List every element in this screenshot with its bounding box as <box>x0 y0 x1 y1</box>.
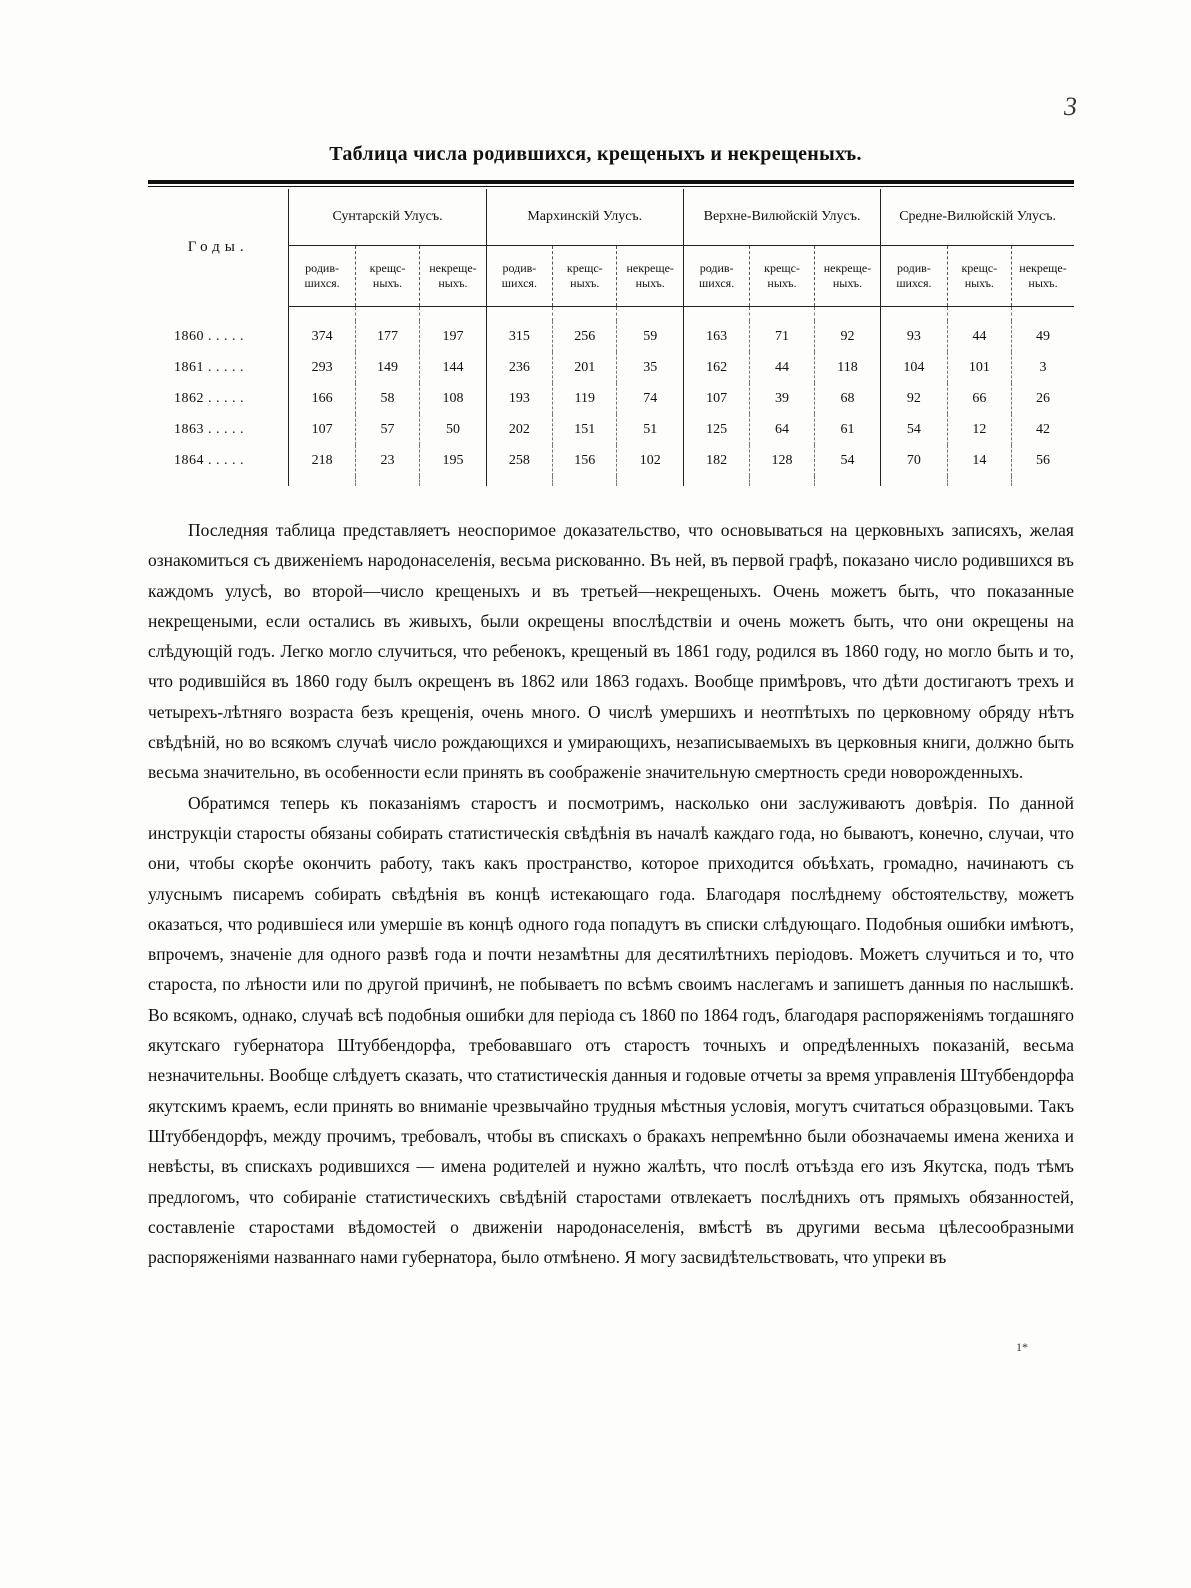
subheader-line: шихся. <box>501 276 537 290</box>
value-cell: 128 <box>750 445 814 476</box>
table-title: Таблица числа родившихся, крещеныхъ и некрещеныхъ. <box>329 143 862 165</box>
value-cell: 49 <box>1012 321 1074 352</box>
paragraph: Последняя таблица представляетъ неоспоримое доказательство, что основываться на церковныхъ записяхъ, желая ознакомиться съ движеніемъ народонаселенія, весьма рискованно. Въ ней, въ первой графѣ, показано число родившихся въ каждомъ улусѣ, во второй—число крещеныхъ и въ третьей—некрещеныхъ. Очень можетъ быть, что показанные некрещеными, если остались въ живыхъ, были окрещены впослѣдствіи и очень можетъ быть, что они окрещены на слѣдующій годъ. Легко могло случиться, что ребенокъ, крещеный въ 1861 году, родился въ 1860 году, но могло быть и то, что родившійся въ 1860 году былъ окрещенъ въ 1862 или 1863 годахъ. Вообще примѣровъ, что дѣти достигаютъ трехъ и четырехъ-лѣтняго возраста безъ крещенія, очень много. О числѣ умершихъ и неотпѣтыхъ по церковному обряду нѣтъ свѣдѣній, но во всякомъ случаѣ число рождающихся и умирающихъ, незаписываемыхъ въ церковныя книги, должно быть весьма значительно, въ особенности если принять въ соображеніе значительную смертность среди новорожденныхъ. <box>148 520 1074 783</box>
value-cell: 315 <box>486 321 552 352</box>
value-cell: 3 <box>1012 352 1074 383</box>
value-cell: 193 <box>486 383 552 414</box>
value-cell: 202 <box>486 414 552 445</box>
end-row <box>148 476 1074 486</box>
spacer-cell <box>486 307 552 322</box>
spacer-cell <box>947 307 1011 322</box>
table-top-rule <box>148 180 1074 184</box>
spacer-cell <box>1012 307 1074 322</box>
subheader-line: шихся. <box>699 276 735 290</box>
value-cell: 50 <box>420 414 486 445</box>
value-cell: 71 <box>750 321 814 352</box>
body-text <box>148 515 1074 1272</box>
spacer-row <box>148 307 1074 322</box>
column-subheader <box>355 246 419 307</box>
value-cell: 54 <box>881 414 947 445</box>
table-body <box>148 307 1074 487</box>
value-cell: 26 <box>1012 383 1074 414</box>
column-subheader <box>750 246 814 307</box>
column-subheader <box>289 246 355 307</box>
subheader-line: некреще- <box>823 261 872 275</box>
spacer-cell <box>750 476 814 486</box>
spacer-cell <box>420 476 486 486</box>
value-cell: 56 <box>1012 445 1074 476</box>
spacer-cell <box>947 476 1011 486</box>
subheader-line: крещс- <box>961 261 998 275</box>
value-cell: 107 <box>683 383 749 414</box>
value-cell: 197 <box>420 321 486 352</box>
table-row <box>148 321 1074 352</box>
year-cell: 1863 . . . . . <box>174 421 244 437</box>
value-cell: 118 <box>814 352 880 383</box>
value-cell: 58 <box>355 383 419 414</box>
value-cell: 374 <box>289 321 355 352</box>
year-cell: 1864 . . . . . <box>174 452 244 468</box>
year-cell: 1860 . . . . . <box>174 328 244 344</box>
subheader-line: ныхъ. <box>635 276 665 290</box>
subheader-line: крещс- <box>566 261 603 275</box>
value-cell: 14 <box>947 445 1011 476</box>
table-row <box>148 383 1074 414</box>
value-cell: 68 <box>814 383 880 414</box>
spacer-cell <box>1012 476 1074 486</box>
column-subheader <box>683 246 749 307</box>
value-cell: 293 <box>289 352 355 383</box>
value-cell: 107 <box>289 414 355 445</box>
spacer-cell <box>683 476 749 486</box>
subheader-line: некреще- <box>626 261 674 275</box>
column-subheader <box>553 246 617 307</box>
signature-mark: 1* <box>1016 1340 1028 1354</box>
value-cell: 44 <box>947 321 1011 352</box>
spacer-cell <box>148 307 289 322</box>
value-cell: 61 <box>814 414 880 445</box>
year-cell: 1861 . . . . . <box>174 359 244 375</box>
spacer-cell <box>881 476 947 486</box>
value-cell: 93 <box>881 321 947 352</box>
value-cell: 35 <box>617 352 683 383</box>
value-cell: 92 <box>881 383 947 414</box>
spacer-cell <box>683 307 749 322</box>
value-cell: 101 <box>947 352 1011 383</box>
value-cell: 201 <box>553 352 617 383</box>
value-cell: 42 <box>1012 414 1074 445</box>
ulus-header: Средне-Вилюйскій Улусъ. <box>881 189 1074 246</box>
value-cell: 74 <box>617 383 683 414</box>
value-cell: 54 <box>814 445 880 476</box>
value-cell: 182 <box>683 445 749 476</box>
spacer-cell <box>420 307 486 322</box>
ulus-header: Сунтарскій Улусъ. <box>289 189 486 246</box>
subheader-line: родив- <box>305 261 340 275</box>
spacer-cell <box>814 307 880 322</box>
value-cell: 125 <box>683 414 749 445</box>
subheader-line: родив- <box>502 261 537 275</box>
subheader-line: некреще- <box>1019 261 1067 275</box>
column-subheader <box>617 246 683 307</box>
column-subheader <box>947 246 1011 307</box>
table-row <box>148 445 1074 476</box>
births-table <box>148 189 1074 486</box>
subheader-line: ныхъ. <box>570 276 600 290</box>
value-cell: 39 <box>750 383 814 414</box>
spacer-cell <box>814 476 880 486</box>
spacer-cell <box>553 476 617 486</box>
table-row <box>148 414 1074 445</box>
ulus-header: Мархинскій Улусъ. <box>486 189 683 246</box>
value-cell: 92 <box>814 321 880 352</box>
column-subheader <box>814 246 880 307</box>
value-cell: 119 <box>553 383 617 414</box>
spacer-cell <box>355 307 419 322</box>
value-cell: 258 <box>486 445 552 476</box>
value-cell: 151 <box>553 414 617 445</box>
spacer-cell <box>881 307 947 322</box>
subheader-line: шихся. <box>304 276 340 290</box>
table-top-rule-thin <box>148 186 1074 187</box>
spacer-cell <box>289 476 355 486</box>
value-cell: 102 <box>617 445 683 476</box>
spacer-cell <box>750 307 814 322</box>
value-cell: 144 <box>420 352 486 383</box>
spacer-cell <box>617 307 683 322</box>
subheader-line: некреще- <box>429 261 477 275</box>
ulus-header: Верхне-Вилюйскій Улусъ. <box>683 189 880 246</box>
subheader-line: шихся. <box>896 276 932 290</box>
subheader-line: ныхъ. <box>438 276 468 290</box>
subheader-line: крещс- <box>369 261 406 275</box>
subheader-line: ныхъ. <box>832 276 863 290</box>
subheader-line: родив- <box>699 261 734 275</box>
value-cell: 163 <box>683 321 749 352</box>
page-number: 3 <box>1064 92 1077 121</box>
spacer-cell <box>553 307 617 322</box>
value-cell: 44 <box>750 352 814 383</box>
subheader-line: ныхъ. <box>767 276 797 290</box>
column-subheader <box>881 246 947 307</box>
value-cell: 218 <box>289 445 355 476</box>
value-cell: 156 <box>553 445 617 476</box>
value-cell: 59 <box>617 321 683 352</box>
subheader-line: ныхъ. <box>964 276 994 290</box>
subheader-line: родив- <box>896 261 931 275</box>
year-cell: 1862 . . . . . <box>174 390 244 406</box>
value-cell: 66 <box>947 383 1011 414</box>
spacer-cell <box>355 476 419 486</box>
spacer-cell <box>486 476 552 486</box>
spacer-cell <box>617 476 683 486</box>
value-cell: 64 <box>750 414 814 445</box>
column-subheader <box>1012 246 1074 307</box>
value-cell: 51 <box>617 414 683 445</box>
value-cell: 166 <box>289 383 355 414</box>
column-subheader <box>486 246 552 307</box>
value-cell: 177 <box>355 321 419 352</box>
value-cell: 70 <box>881 445 947 476</box>
value-cell: 23 <box>355 445 419 476</box>
spacer-cell <box>289 307 355 322</box>
paragraph: Обратимся теперь къ показаніямъ старостъ и посмотримъ, насколько они заслуживаютъ довѣрія. По данной инструкціи старосты обязаны собирать статистическія свѣдѣнія въ началѣ каждаго года, но бываютъ, конечно, случаи, что они, чтобы скорѣе окончить работу, такъ какъ пространство, которое приходится объѣхать, громадно, начинаютъ съ улуснымъ писаремъ собирать свѣдѣнія въ концѣ истекающаго года. Благодаря послѣднему обстоятельству, можетъ оказаться, что родившіеся или умершіе въ концѣ одного года попадутъ въ списки слѣдующаго. Подобныя ошибки имѣютъ, впрочемъ, значеніе для одного развѣ года и почти незамѣтны для десятилѣтнихъ періодовъ. Можетъ случиться и то, что староста, по лѣности или по другой причинѣ, не побываетъ по всѣмъ своимъ наслегамъ и запишетъ данныя по наслышкѣ. Во всякомъ, однако, случаѣ всѣ подобныя ошибки для періода съ 1860 по 1864 годъ, благодаря распоряженіямъ тогдашняго якутскаго губернатора Штуббендорфа, требовавшаго отъ старостъ точныхъ и опредѣленныхъ показаній, весьма незначительны. Вообще слѣдуетъ сказать, что статистическія данныя и годовые отчеты за время управленія Штуббендорфа якутскимъ краемъ, если принять во вниманіе чрезвычайно трудныя мѣстныя условія, могутъ считаться образцовыми. Такъ Штуббендорфъ, между прочимъ, требовалъ, чтобы въ спискахъ о бракахъ непремѣнно были обозначаемы имена жениха и невѣсты, въ спискахъ родившихся — имена родителей и нужно жалѣть, что послѣ отъѣзда его изъ Якутска, подъ тѣмъ предлогомъ, что собираніе статистическихъ свѣдѣній старостами отвлекаетъ послѣднихъ отъ прямыхъ обязанностей, составленіе старостами вѣдомостей о движеніи народонаселенія, вмѣстѣ въ другими весьма цѣлесообразными распоряженіями названнаго нами губернатора, было отмѣнено. Я могу засвидѣтельствовать, что упреки въ <box>148 792 1074 1268</box>
spacer-cell <box>148 476 289 486</box>
value-cell: 104 <box>881 352 947 383</box>
value-cell: 57 <box>355 414 419 445</box>
table-row <box>148 352 1074 383</box>
value-cell: 236 <box>486 352 552 383</box>
subheader-line: крещс- <box>764 261 800 275</box>
years-header: Годы. <box>187 239 249 256</box>
value-cell: 12 <box>947 414 1011 445</box>
value-cell: 195 <box>420 445 486 476</box>
value-cell: 108 <box>420 383 486 414</box>
value-cell: 149 <box>355 352 419 383</box>
value-cell: 162 <box>683 352 749 383</box>
subheader-line: ныхъ. <box>372 276 403 290</box>
subheader-line: ныхъ. <box>1028 276 1058 290</box>
column-subheader <box>420 246 486 307</box>
value-cell: 256 <box>553 321 617 352</box>
